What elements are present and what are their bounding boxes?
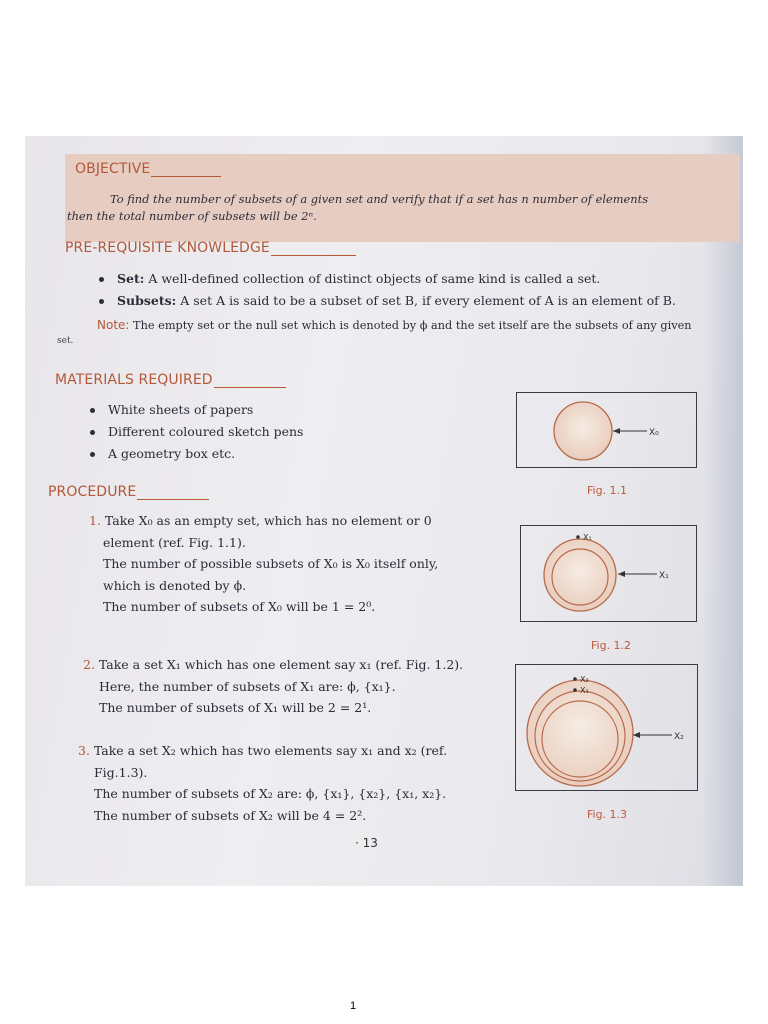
list-item: Different coloured sketch pens [88, 421, 303, 443]
objective-text [67, 191, 700, 225]
element-label-x1: X₁ [580, 686, 589, 695]
objective-heading: OBJECTIVE [75, 161, 221, 177]
document-page-number: 1 [350, 1000, 357, 1012]
figure-1-2-caption: Fig. 1.2 [591, 639, 632, 652]
set-circle [554, 402, 612, 460]
venn-diagram-x2 [516, 665, 699, 792]
set-label: X₁ [659, 571, 669, 581]
set-label: X₂ [674, 732, 684, 742]
list-item: Set: A well-defined collection of distinct objects of same kind is called a set. [97, 268, 676, 290]
venn-diagram-x1 [521, 526, 698, 623]
page-edge-shadow [703, 136, 743, 886]
set-label: X₀ [649, 428, 659, 438]
objective-line-1: To find the number of subsets of a given set and verify that if a set has n number of elements [110, 192, 649, 206]
objective-line-2: then the total number of subsets will be 2ⁿ. [67, 209, 317, 223]
element-label-x2: X₂ [580, 675, 589, 684]
arrow-head [633, 732, 640, 738]
element-label: X₁ [583, 533, 592, 542]
venn-diagram-x0 [517, 393, 698, 469]
note: Note: The empty set or the null set which is denoted by ϕ and the set itself are the subsets of any given [97, 318, 692, 332]
materials-heading: MATERIALS REQUIRED [55, 372, 286, 388]
list-item: A geometry box etc. [88, 443, 303, 465]
element-point-x1 [573, 688, 577, 692]
procedure-step-1: 1. Take X₀ as an empty set, which has no element or 0 element (ref. Fig. 1.1). The number of possible subsets of X₀ is X₀ itself only, which is denoted by ϕ. The number of subsets of X₀ will be 1 = 2⁰. [89, 513, 439, 614]
list-item: White sheets of papers [88, 399, 303, 421]
element-point-x2 [573, 677, 577, 681]
procedure-step-2: 2. Take a set X₁ which has one element say x₁ (ref. Fig. 1.2). Here, the number of subsets of X₁ are: ϕ, {x₁}. The number of subsets of X₁ will be 2 = 2¹. [83, 657, 464, 715]
element-point [576, 535, 580, 539]
prerequisite-list [97, 268, 676, 312]
figure-1-3-caption: Fig. 1.3 [587, 808, 628, 821]
arrow-head [618, 571, 625, 577]
note-continuation: set. [57, 336, 74, 346]
figure-1-3 [515, 664, 698, 791]
book-page-number: · 13 [355, 836, 378, 850]
list-item: Subsets: A set A is said to be a subset of set B, if every element of A is an element of B. [97, 290, 676, 312]
materials-list [88, 399, 303, 465]
figure-1-2 [520, 525, 697, 622]
outer-circle [544, 539, 616, 611]
textbook-page-photo [25, 136, 743, 886]
procedure-heading: PROCEDURE [48, 484, 209, 500]
arrow-head [613, 428, 620, 434]
figure-1-1 [516, 392, 697, 468]
figure-1-1-caption: Fig. 1.1 [587, 484, 628, 497]
procedure-step-3: 3. Take a set X₂ which has two elements say x₁ and x₂ (ref. Fig.1.3). The number of subsets of X₂ are: ϕ, {x₁}, {x₂}, {x₁, x₂}. The number of subsets of X₂ will be 4 = 2². [78, 743, 448, 823]
prerequisite-heading: PRE-REQUISITE KNOWLEDGE [65, 240, 356, 256]
